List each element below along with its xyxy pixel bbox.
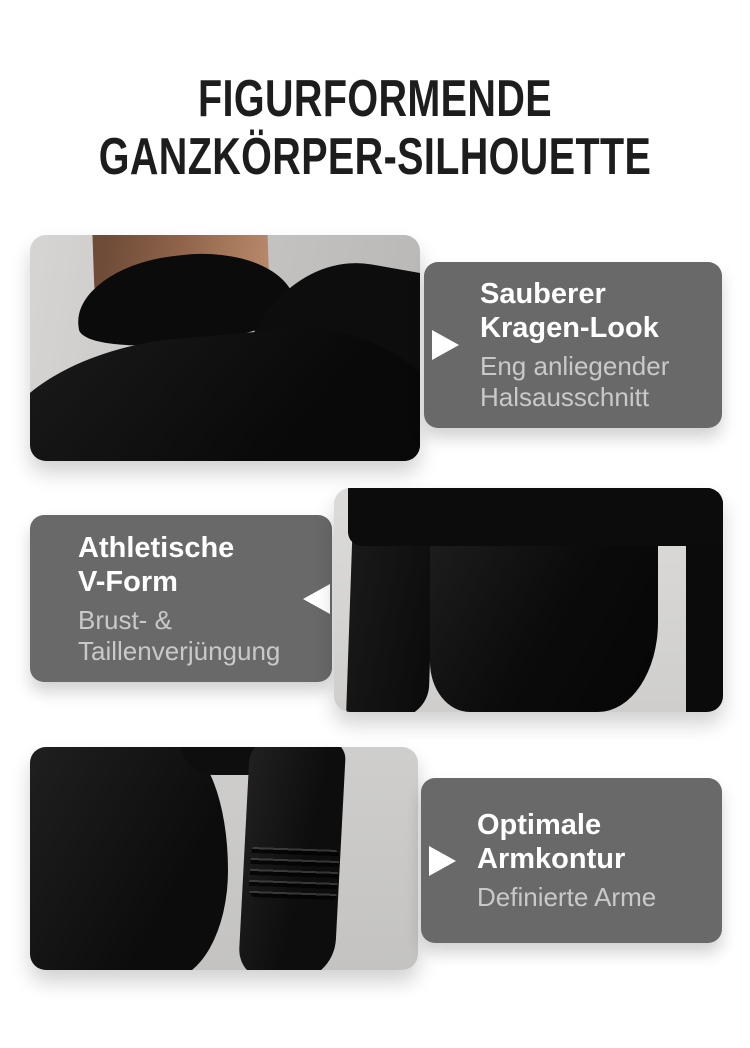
callout-text-block [424,277,722,413]
callout-subtitle-line-2: Halsausschnitt [480,382,650,412]
callout-heading-line-1: Optimale [477,809,602,841]
callout-card-kragen-look [424,262,722,428]
collar-closeup-photo [30,235,420,461]
page-title-line-2: GANZKÖRPER-SILHOUETTE [98,128,652,186]
page-title [0,70,750,186]
callout-subtitle [477,882,712,913]
arrow-right-icon [432,330,459,360]
callout-heading-line-2: Armkontur [477,843,626,875]
callout-text-block [30,531,332,667]
callout-subtitle [78,605,322,667]
callout-card-v-form [30,515,332,682]
callout-subtitle-line-1: Definierte Arme [477,882,657,912]
callout-subtitle-line-1: Brust- & [78,604,172,635]
callout-heading [480,277,712,345]
callout-heading-line-2: Kragen-Look [480,312,659,344]
callout-subtitle-line-1: Eng anliegender [480,351,670,381]
sleeve-wrinkles-shape [248,842,340,904]
arrow-left-icon [303,584,330,614]
callout-text-block [421,808,722,913]
arrow-right-icon [429,846,456,876]
callout-heading-line-1: Sauberer [480,278,606,310]
torso-side-shape [30,747,228,970]
callout-heading-line-2: V-Form [78,565,178,598]
callout-subtitle [480,351,712,413]
shoulders-shape [348,488,723,546]
torso-closeup-photo [334,488,723,712]
arm-closeup-photo [30,747,418,970]
callout-card-armkontur [421,778,722,943]
callout-heading [78,531,322,599]
page-title-line-1: FIGURFORMENDE [197,70,553,128]
callout-subtitle-line-2: Taillenverjüngung [78,635,281,666]
callout-heading-line-1: Athletische [78,531,235,564]
callout-heading [477,808,712,876]
